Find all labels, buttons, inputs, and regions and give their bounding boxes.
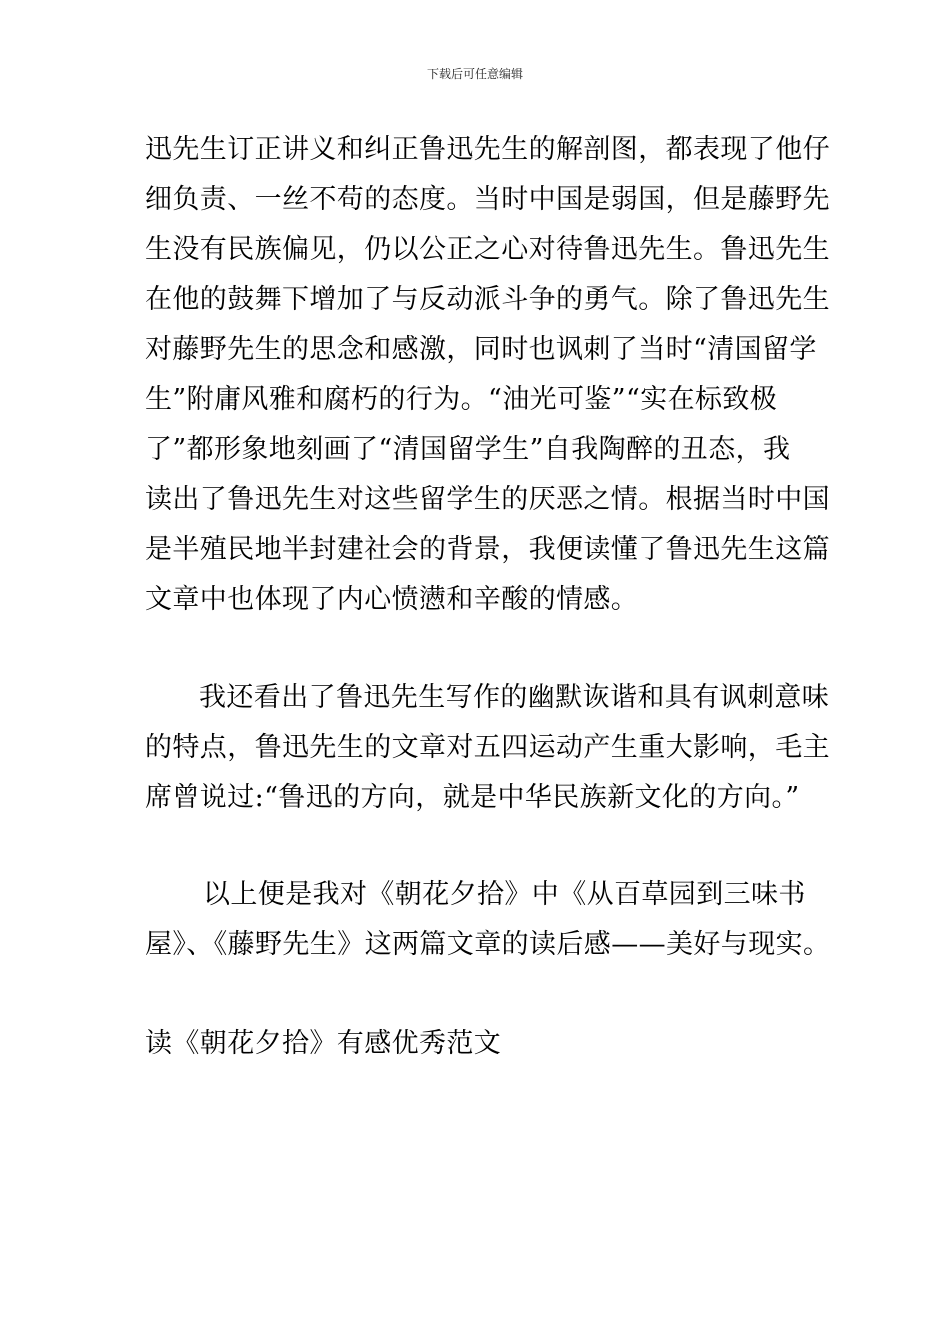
paragraph-line: 迅先生订正讲义和纠正鲁迅先生的解剖图，都表现了他仔: [145, 134, 830, 165]
paragraph-line: 屋》、《藤野先生》这两篇文章的读后感——美好与现实。: [145, 929, 831, 960]
paragraph-line: 我还看出了鲁迅先生写作的幽默诙谐和具有讽刺意味: [199, 682, 830, 713]
document-title: 读《朝花夕拾》有感优秀范文: [145, 1028, 502, 1059]
paragraph-line: 了”都形象地刻画了“清国留学生”自我陶醉的丑态，我: [145, 434, 791, 465]
paragraph-line: 读出了鲁迅先生对这些留学生的厌恶之情。根据当时中国: [145, 484, 830, 515]
paragraph-line: 是半殖民地半封建社会的背景，我便读懂了鲁迅先生这篇: [145, 534, 830, 565]
paragraph-line: 文章中也体现了内心愤懑和辛酸的情感。: [145, 584, 639, 615]
page-header-note: 下载后可任意编辑: [426, 67, 523, 81]
paragraph-line: 生没有民族偏见，仍以公正之心对待鲁迅先生。鲁迅先生: [145, 234, 830, 265]
paragraph-line: 在他的鼓舞下增加了与反动派斗争的勇气。除了鲁迅先生: [145, 284, 830, 315]
paragraph-line: 的特点，鲁迅先生的文章对五四运动产生重大影响，毛主: [145, 732, 830, 763]
paragraph-line: 席曾说过:“鲁迅的方向，就是中华民族新文化的方向。”: [145, 782, 800, 813]
paragraph-line: 细负责、一丝不苟的态度。当时中国是弱国，但是藤野先: [145, 184, 830, 215]
paragraph-line: 以上便是我对《朝花夕拾》中《从百草园到三味书: [203, 879, 806, 910]
paragraph-line: 生”附庸风雅和腐朽的行为。“油光可鉴”“实在标致极: [145, 384, 778, 415]
paragraph-line: 对藤野先生的思念和感激，同时也讽刺了当时“清国留学: [145, 334, 817, 365]
